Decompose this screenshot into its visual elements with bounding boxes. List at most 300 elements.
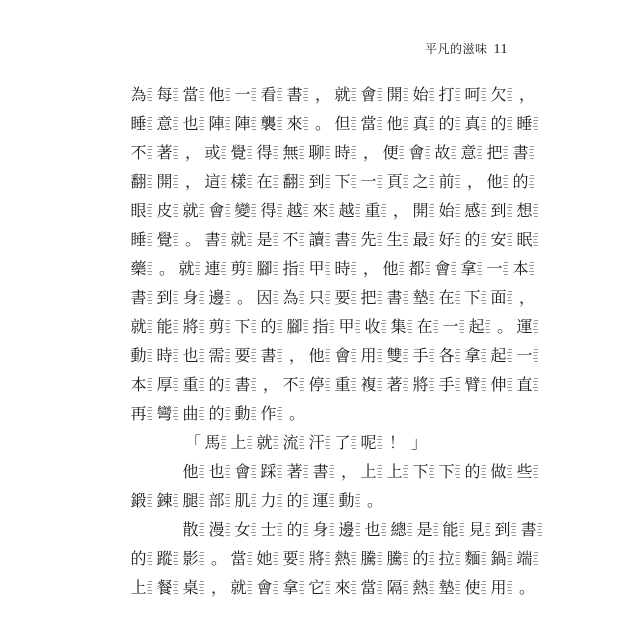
phonetic-mark (429, 174, 435, 189)
character: 得 (256, 143, 273, 162)
phonetic-mark (503, 145, 509, 160)
character: 甲 (308, 259, 325, 278)
phonetic-mark (199, 551, 205, 566)
text-line (130, 341, 533, 370)
phonetic-mark (147, 290, 153, 305)
character: 都 (408, 259, 425, 278)
phonetic-mark (251, 319, 257, 334)
character: 的 (512, 172, 529, 191)
phonetic-mark (273, 290, 279, 305)
phonetic-mark (199, 580, 205, 595)
phonetic-mark (351, 261, 357, 276)
phonetic-mark (173, 232, 179, 247)
character: 腳 (256, 259, 273, 278)
phonetic-mark (433, 319, 439, 334)
character: 的 (208, 404, 225, 423)
text-line (130, 457, 533, 486)
character: 到 (490, 201, 507, 220)
character: 影 (182, 549, 199, 568)
character: 它 (308, 578, 325, 597)
phonetic-mark (299, 145, 305, 160)
character: 便 (382, 143, 399, 162)
character: 身 (182, 288, 199, 307)
phonetic-mark (403, 580, 409, 595)
character: 鍋 (490, 549, 507, 568)
phonetic-mark (303, 87, 309, 102)
phonetic-mark (377, 174, 383, 189)
character: 會 (434, 259, 451, 278)
character: 睡 (130, 230, 147, 249)
phonetic-mark (199, 319, 205, 334)
phonetic-mark (455, 116, 461, 131)
phonetic-mark (377, 116, 383, 131)
character: 本 (512, 259, 529, 278)
character: 眠 (516, 230, 533, 249)
phonetic-mark (377, 580, 383, 595)
character: 停 (308, 375, 325, 394)
character: 襲 (260, 114, 277, 133)
punctuation: ， (340, 462, 357, 481)
page-number: 11 (493, 42, 508, 57)
body-text (130, 80, 537, 602)
phonetic-mark (381, 319, 387, 334)
phonetic-mark (455, 377, 461, 392)
character: 不 (282, 375, 299, 394)
phonetic-mark (377, 464, 383, 479)
phonetic-mark (325, 174, 331, 189)
character: 在 (416, 317, 433, 336)
character: 陣 (208, 114, 225, 133)
phonetic-mark (299, 261, 305, 276)
character: 運 (312, 491, 329, 510)
character: 騰 (386, 549, 403, 568)
character: 本 (130, 375, 147, 394)
character: 書 (520, 520, 537, 539)
character: 他 (486, 172, 503, 191)
phonetic-mark (403, 348, 409, 363)
phonetic-mark (455, 87, 461, 102)
phonetic-mark (251, 522, 257, 537)
phonetic-mark (277, 522, 283, 537)
character: 也 (208, 462, 225, 481)
phonetic-mark (403, 377, 409, 392)
phonetic-mark (147, 377, 153, 392)
character: 安 (490, 230, 507, 249)
character: 聊 (308, 143, 325, 162)
punctuation: 。 (210, 549, 227, 568)
phonetic-mark (277, 406, 283, 421)
phonetic-mark (407, 319, 413, 334)
character: 鍊 (156, 491, 173, 510)
character: 最 (412, 230, 429, 249)
phonetic-mark (455, 203, 461, 218)
phonetic-mark (147, 174, 153, 189)
character: 墊 (438, 578, 455, 597)
punctuation: ， (518, 85, 535, 104)
phonetic-mark (507, 377, 513, 392)
phonetic-mark (199, 522, 205, 537)
phonetic-mark (173, 551, 179, 566)
text-line (130, 225, 533, 254)
character: 書 (312, 462, 329, 481)
character: 也 (182, 346, 199, 365)
punctuation: ， (518, 288, 535, 307)
phonetic-mark (481, 580, 487, 595)
character: 也 (364, 520, 381, 539)
phonetic-mark (399, 261, 405, 276)
phonetic-mark (507, 464, 513, 479)
phonetic-mark (351, 145, 357, 160)
text-line (130, 399, 510, 428)
phonetic-mark (433, 522, 439, 537)
character: 皮 (156, 201, 173, 220)
phonetic-mark (147, 145, 153, 160)
character: 的 (464, 462, 481, 481)
character: 麵 (464, 549, 481, 568)
phonetic-mark (351, 580, 357, 595)
character: 下 (412, 462, 429, 481)
character: 指 (312, 317, 329, 336)
phonetic-mark (247, 174, 253, 189)
character: 將 (412, 375, 429, 394)
character: 力 (260, 491, 277, 510)
phonetic-mark (225, 290, 231, 305)
character: 需 (208, 346, 225, 365)
character: 起 (468, 317, 485, 336)
phonetic-mark (503, 261, 509, 276)
character: 的 (412, 549, 429, 568)
phonetic-mark (173, 174, 179, 189)
character: 時 (334, 143, 351, 162)
phonetic-mark (481, 551, 487, 566)
phonetic-mark (251, 348, 257, 363)
character: 開 (156, 172, 173, 191)
character: 將 (308, 549, 325, 568)
phonetic-mark (329, 203, 335, 218)
phonetic-mark (303, 116, 309, 131)
phonetic-mark (303, 522, 309, 537)
character: 重 (364, 201, 381, 220)
character: 就 (178, 259, 195, 278)
character: 拉 (438, 549, 455, 568)
character: 端 (516, 549, 533, 568)
punctuation: ， (314, 85, 331, 104)
character: 就 (230, 230, 247, 249)
phonetic-mark (199, 348, 205, 363)
character: 他 (386, 114, 403, 133)
phonetic-mark (225, 522, 231, 537)
phonetic-mark (273, 580, 279, 595)
phonetic-mark (147, 319, 153, 334)
phonetic-mark (355, 493, 361, 508)
phonetic-mark (147, 551, 153, 566)
character: 她 (256, 549, 273, 568)
character: 是 (256, 230, 273, 249)
phonetic-mark (481, 290, 487, 305)
character: 面 (490, 288, 507, 307)
punctuation: ， (466, 172, 483, 191)
phonetic-mark (247, 145, 253, 160)
character: 覺 (230, 143, 247, 162)
character: 上 (386, 462, 403, 481)
phonetic-mark (277, 493, 283, 508)
character: 意 (460, 143, 477, 162)
character: 翻 (130, 172, 147, 191)
character: 讀 (308, 230, 325, 249)
phonetic-mark (455, 232, 461, 247)
text-line (130, 196, 533, 225)
character: 的 (286, 491, 303, 510)
character: 書 (260, 346, 277, 365)
phonetic-mark (455, 464, 461, 479)
character: 甲 (338, 317, 355, 336)
character: 臂 (464, 375, 481, 394)
character: 蹤 (156, 549, 173, 568)
phonetic-mark (503, 174, 509, 189)
phonetic-mark (403, 232, 409, 247)
phonetic-mark (377, 377, 383, 392)
character: 書 (386, 288, 403, 307)
character: 一 (442, 317, 459, 336)
character: 雙 (386, 346, 403, 365)
phonetic-mark (299, 377, 305, 392)
phonetic-mark (247, 232, 253, 247)
character: 了 (334, 433, 351, 452)
character: 動 (338, 491, 355, 510)
punctuation: 。 (314, 114, 331, 133)
character: 剪 (230, 259, 247, 278)
phonetic-mark (481, 232, 487, 247)
phonetic-mark (459, 522, 465, 537)
character: 頁 (386, 172, 403, 191)
character: 到 (156, 288, 173, 307)
character: 就 (256, 433, 273, 452)
character: 一 (360, 172, 377, 191)
character: 流 (282, 433, 299, 452)
character: 覺 (156, 230, 173, 249)
punctuation: ， (392, 201, 409, 220)
character: 會 (334, 346, 351, 365)
character: 用 (490, 578, 507, 597)
phonetic-mark (325, 145, 331, 160)
phonetic-mark (199, 203, 205, 218)
phonetic-mark (329, 464, 335, 479)
phonetic-mark (199, 116, 205, 131)
phonetic-mark (173, 377, 179, 392)
phonetic-mark (199, 377, 205, 392)
character: 見 (468, 520, 485, 539)
punctuation: ， (362, 259, 379, 278)
phonetic-mark (481, 348, 487, 363)
character: 會 (360, 85, 377, 104)
phonetic-mark (351, 348, 357, 363)
phonetic-mark (225, 406, 231, 421)
character: 先 (360, 230, 377, 249)
phonetic-mark (273, 435, 279, 450)
punctuation: 。 (184, 230, 201, 249)
phonetic-mark (173, 319, 179, 334)
phonetic-mark (325, 348, 331, 363)
phonetic-mark (303, 493, 309, 508)
text-line (130, 370, 533, 399)
phonetic-mark (221, 145, 227, 160)
character: 這 (204, 172, 221, 191)
character: 欠 (490, 85, 507, 104)
phonetic-mark (429, 232, 435, 247)
phonetic-mark (507, 203, 513, 218)
character: 開 (386, 85, 403, 104)
phonetic-mark (381, 522, 387, 537)
character: 來 (334, 578, 351, 597)
phonetic-mark (247, 551, 253, 566)
phonetic-mark (455, 551, 461, 566)
character: 會 (208, 201, 225, 220)
character: 伸 (490, 375, 507, 394)
character: 但 (334, 114, 351, 133)
phonetic-mark (429, 464, 435, 479)
character: 他 (308, 346, 325, 365)
phonetic-mark (507, 116, 513, 131)
character: 身 (312, 520, 329, 539)
phonetic-mark (507, 348, 513, 363)
character: 直 (516, 375, 533, 394)
character: 真 (412, 114, 429, 133)
phonetic-mark (429, 290, 435, 305)
character: 越 (286, 201, 303, 220)
phonetic-mark (529, 174, 535, 189)
phonetic-mark (407, 522, 413, 537)
phonetic-mark (425, 145, 431, 160)
punctuation: ， (184, 143, 201, 162)
phonetic-mark (355, 203, 361, 218)
phonetic-mark (225, 377, 231, 392)
phonetic-mark (173, 406, 179, 421)
text-line (130, 167, 529, 196)
punctuation: 。 (236, 288, 253, 307)
phonetic-mark (455, 290, 461, 305)
character: 書 (512, 143, 529, 162)
phonetic-mark (377, 435, 383, 450)
character: 因 (256, 288, 273, 307)
character: 當 (360, 114, 377, 133)
character: 在 (438, 288, 455, 307)
phonetic-mark (507, 551, 513, 566)
character: 不 (130, 143, 147, 162)
phonetic-mark (147, 580, 153, 595)
character: 下 (234, 317, 251, 336)
phonetic-mark (429, 116, 435, 131)
text-line (130, 312, 533, 341)
phonetic-mark (147, 406, 153, 421)
phonetic-mark (329, 522, 335, 537)
punctuation: ， (262, 375, 279, 394)
character: 會 (256, 578, 273, 597)
phonetic-mark (529, 145, 535, 160)
phonetic-mark (351, 116, 357, 131)
character: 上 (130, 578, 147, 597)
phonetic-mark (299, 232, 305, 247)
character: 厚 (156, 375, 173, 394)
phonetic-mark (225, 464, 231, 479)
phonetic-mark (429, 580, 435, 595)
punctuation: 。 (496, 317, 513, 336)
punctuation: ！ (388, 433, 405, 452)
phonetic-mark (355, 319, 361, 334)
phonetic-mark (225, 203, 231, 218)
character: 來 (286, 114, 303, 133)
character: 桌 (182, 578, 199, 597)
character: 也 (182, 114, 199, 133)
phonetic-mark (325, 580, 331, 595)
character: 邊 (208, 288, 225, 307)
phonetic-mark (481, 464, 487, 479)
phonetic-mark (325, 261, 331, 276)
character: 始 (412, 85, 429, 104)
character: 當 (182, 85, 199, 104)
character: 每 (156, 85, 173, 104)
text-line (130, 515, 537, 544)
character: 肌 (234, 491, 251, 510)
phonetic-mark (351, 435, 357, 450)
character: 書 (234, 375, 251, 394)
phonetic-mark (247, 580, 253, 595)
phonetic-mark (481, 87, 487, 102)
phonetic-mark (529, 261, 535, 276)
character: 一 (234, 85, 251, 104)
phonetic-mark (485, 522, 491, 537)
book-title: 平凡的滋味 (425, 42, 488, 56)
character: 連 (204, 259, 221, 278)
phonetic-mark (533, 232, 539, 247)
character: 在 (256, 172, 273, 191)
phonetic-mark (173, 203, 179, 218)
character: 時 (156, 346, 173, 365)
character: 重 (182, 375, 199, 394)
character: 起 (490, 346, 507, 365)
character: 就 (334, 85, 351, 104)
phonetic-mark (147, 203, 153, 218)
phonetic-mark (303, 464, 309, 479)
phonetic-mark (251, 406, 257, 421)
character: 之 (412, 172, 429, 191)
phonetic-mark (299, 290, 305, 305)
character: 剪 (208, 317, 225, 336)
character: 騰 (360, 549, 377, 568)
phonetic-mark (251, 464, 257, 479)
phonetic-mark (533, 377, 539, 392)
phonetic-mark (251, 493, 257, 508)
phonetic-mark (173, 87, 179, 102)
phonetic-mark (225, 116, 231, 131)
character: 開 (412, 201, 429, 220)
phonetic-mark (377, 348, 383, 363)
phonetic-mark (351, 232, 357, 247)
character: 漫 (208, 520, 225, 539)
phonetic-mark (173, 290, 179, 305)
phonetic-mark (147, 232, 153, 247)
character: 的 (490, 114, 507, 133)
character: 生 (386, 230, 403, 249)
character: 為 (282, 288, 299, 307)
phonetic-mark (481, 377, 487, 392)
character: 就 (230, 578, 247, 597)
phonetic-mark (299, 580, 305, 595)
character: 或 (204, 143, 221, 162)
character: 些 (516, 462, 533, 481)
punctuation: 。 (366, 491, 383, 510)
character: 他 (182, 462, 199, 481)
character: 做 (490, 462, 507, 481)
